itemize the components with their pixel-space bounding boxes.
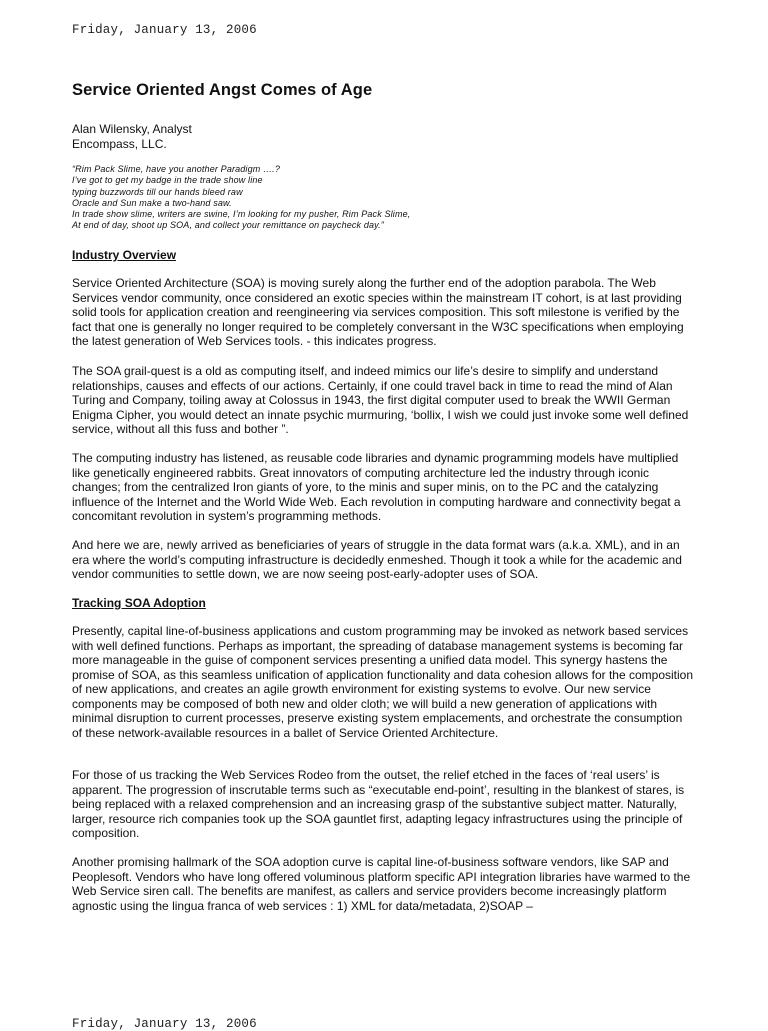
poem-line: At end of day, shoot up SOA, and collect your remittance on paycheck day.” (72, 220, 384, 231)
paragraph: The computing industry has listened, as reusable code libraries and dynamic programming models have multiplied like genetically engineered rabbits. Great innovators of computing architecture led the industry through iconic changes; from the centralized Iron giants of yore, to the minis and super minis, on to the PC and the catalyzing influence of the Internet and the World Wide Web. Each revolution in computing hardware and connectivity begat a concomitant revolution in system’s programming methods. (72, 451, 681, 523)
poem-line: I’ve got to get my badge in the trade show line (72, 175, 263, 186)
paragraph: The SOA grail-quest is a old as computing itself, and indeed mimics our life’s desire to simplify and understand relationships, causes and effects of our actions. Certainly, if one could travel back in time to read the mind of Alan Turing and Company, toiling away at Colossus in 1943, the first digital computer used to break the WWII German Enigma Cipher, you would detect an innate psychic murmuring, ‘bollix, I wish we could just invoke some well defined service, without all this fuss and bother ”. (72, 364, 689, 436)
article-title: Service Oriented Angst Comes of Age (72, 81, 373, 99)
paragraph: Service Oriented Architecture (SOA) is moving surely along the further end of the adoption parabola. The Web Services vendor community, once considered an exotic species within the mainstream IT cohort, is at last providing solid tools for application creation and reengineering via services composition. This soft milestone is verified by the fact that one is generally no longer required to be completely conversant in the W3C specifications when employing the latest generation of Web Services tools. - this indicates progress. (72, 276, 684, 348)
footer-date: Friday, January 13, 2006 (72, 1017, 257, 1031)
paragraph: Presently, capital line-of-business applications and custom programming may be invoked as network based services with well defined functions. Perhaps as important, the spreading of database management systems is becoming far more manageable in the guise of component services presenting a unified data model. This synergy hastens the promise of SOA, as this seamless unification of application functionality and data cohesion allows for the composition of new applications, and creates an agile growth environment for existing systems to evolve. Our new service components may be composed of both new and older cloth; we will build a new generation of applications with minimal disruption to current processes, preserve existing system emplacements, and orchestrate the consumption of these network-available resources in a ballet of Service Oriented Architecture. (72, 624, 693, 740)
poem-line: “Rim Pack Slime, have you another Paradigm ….? (72, 164, 280, 174)
paragraph: And here we are, newly arrived as beneficiaries of years of struggle in the data format wars (a.k.a. XML), and in an era where the world’s computing infrastructure is decidedly enmeshed. Though it took a while for the academic and vendor communities to settle down, we are now seeing post-early-adopter uses of SOA. (72, 538, 682, 581)
author-block (72, 122, 192, 151)
poem-line: Oracle and Sun make a two-hand saw. (72, 197, 232, 208)
paragraph: Another promising hallmark of the SOA adoption curve is capital line-of-business software vendors, like SAP and Peoplesoft. Vendors who have long offered voluminous platform specific API integration libraries have warmed to the Web Service siren call. The benefits are manifest, as callers and service providers become increasingly platform agnostic using the lingua franca of web services : 1) XML for data/metadata, 2)SOAP – (72, 855, 691, 913)
section-heading-tracking-soa-adoption: Tracking SOA Adoption (72, 596, 206, 610)
section-heading-industry-overview: Industry Overview (72, 248, 177, 262)
header-date: Friday, January 13, 2006 (72, 23, 257, 37)
poem-line: typing buzzwords till our hands bleed raw (72, 186, 243, 197)
epigraph-poem (72, 164, 410, 232)
paragraph: For those of us tracking the Web Services Rodeo from the outset, the relief etched in the faces of ‘real users’ is apparent. The progression of inscrutable terms such as “executable end-point’, resulting in the blankest of stares, is being replaced with a relaxed comprehension and an increasing grasp of the substantive subject matter. Naturally, larger, resource rich companies took up the SOA gauntlet first, adapting legacy infrastructures using the principle of composition. (72, 768, 685, 840)
author-company: Encompass, LLC. (72, 136, 167, 151)
author-name: Alan Wilensky, Analyst (72, 122, 192, 136)
document-page (72, 0, 696, 1031)
poem-line: In trade show slime, writers are swine, I’m looking for my pusher, Rim Pack Slime, (72, 209, 411, 220)
